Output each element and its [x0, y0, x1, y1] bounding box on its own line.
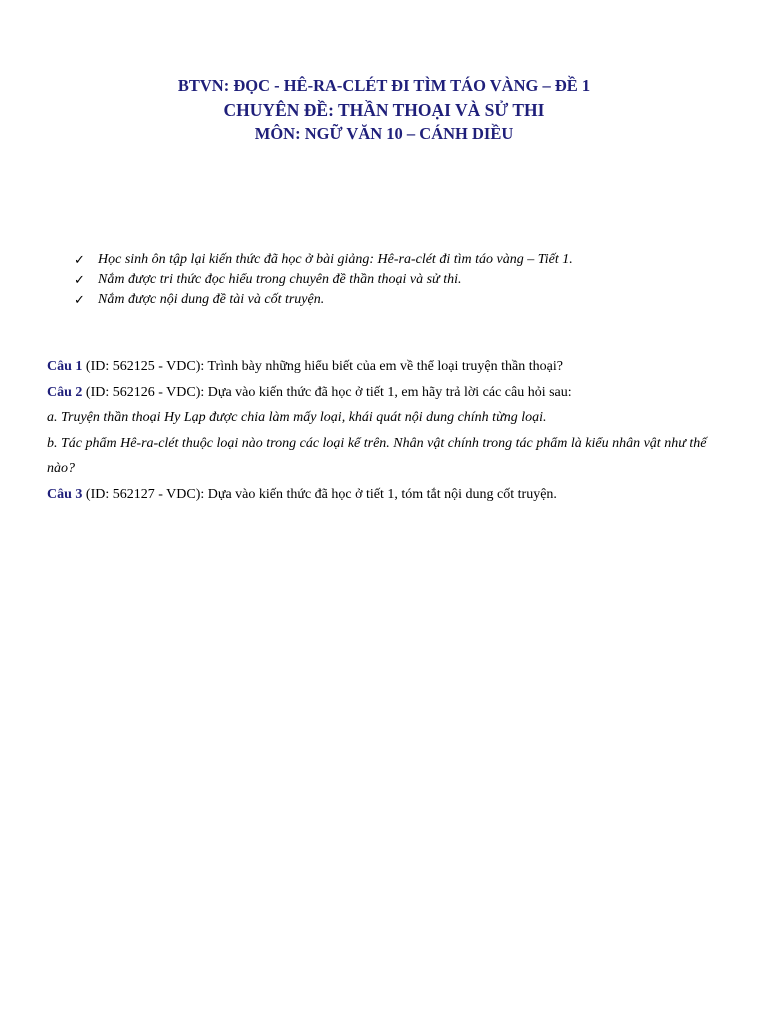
objective-item [74, 250, 714, 270]
objective-text: Nắm được tri thức đọc hiểu trong chuyên đề thần thoại và sử thi. [98, 272, 462, 287]
question-label: Câu 3 [47, 486, 83, 502]
question-1 [47, 354, 737, 380]
question-2 [47, 380, 737, 406]
objective-text: Học sinh ôn tập lại kiến thức đã học ở bài giảng: Hê-ra-clét đi tìm táo vàng – Tiết 1. [98, 252, 573, 267]
question-label: Câu 1 [47, 359, 83, 374]
question-label: Câu 2 [47, 384, 83, 400]
question-text: (ID: 562125 - VDC): Trình bày những hiểu biết của em về thể loại truyện thần thoại? [82, 359, 563, 374]
questions-section [47, 354, 737, 507]
subject-title: MÔN: NGỮ VĂN 10 – CÁNH DIỀU [254, 124, 514, 143]
assignment-title: BTVN: ĐỌC - HÊ-RA-CLÉT ĐI TÌM TÁO VÀNG – ĐỀ 1 [177, 76, 591, 95]
question-text: (ID: 562126 - VDC): Dựa vào kiến thức đã học ở tiết 1, em hãy trả lời các câu hỏi sau: [82, 384, 572, 400]
document-header [0, 74, 768, 146]
question-text: (ID: 562127 - VDC): Dựa vào kiến thức đã học ở tiết 1, tóm tắt nội dung cốt truyện. [82, 486, 557, 502]
objective-text: Nắm được nội dung đề tài và cốt truyện. [98, 292, 325, 307]
checkmark-icon: ✓ [74, 272, 85, 287]
objective-item [74, 290, 714, 310]
checkmark-icon: ✓ [74, 292, 85, 307]
question-3 [47, 482, 737, 508]
question-2-part-a: a. Truyện thần thoại Hy Lạp được chia làm mấy loại, khái quát nội dung chính từng loại. [47, 410, 547, 425]
topic-title: CHUYÊN ĐỀ: THẦN THOẠI VÀ SỬ THI [223, 100, 545, 120]
checkmark-icon: ✓ [74, 252, 85, 267]
objectives-list [74, 250, 714, 310]
objective-item [74, 270, 714, 290]
question-2-part-b: b. Tác phẩm Hê-ra-clét thuộc loại nào trong các loại kể trên. Nhân vật chính trong tác phẩm là kiểu nhân vật như thế nào? [47, 435, 707, 476]
